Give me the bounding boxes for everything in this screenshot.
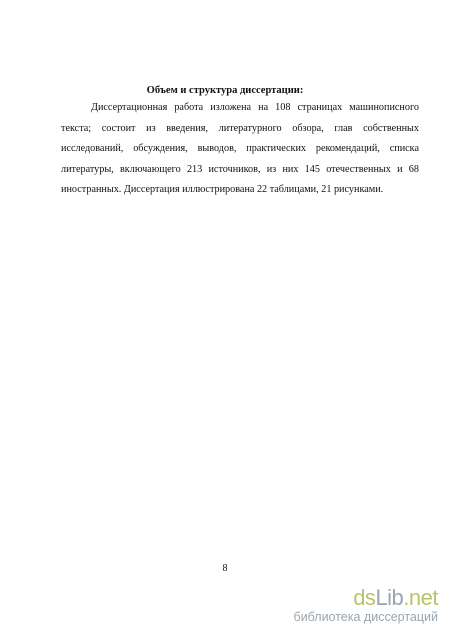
dslib-watermark (294, 586, 438, 625)
dslib-logo (294, 586, 438, 610)
paragraph-line: иностранных. Диссертация иллюстрирована 22 таблицами, 21 рисунками. (61, 184, 384, 195)
logo-net: .net (403, 585, 438, 610)
watermark-subtitle: библиотека диссертаций (293, 610, 438, 624)
paragraph-line: Диссертационная работа изложена на 108 страницах машинописного (91, 102, 419, 113)
page-number: 8 (222, 563, 228, 574)
paragraph-line: литературы, включающего 213 источников, из них 145 отечественных и 68 (61, 164, 419, 175)
paragraph-line: исследований, обсуждения, выводов, практических рекомендаций, списка (61, 143, 419, 154)
logo-lib: Lib (375, 585, 404, 610)
logo-ds: ds (353, 585, 376, 610)
paragraph-line: текста; состоит из введения, литературного обзора, глав собственных (61, 123, 419, 134)
section-heading: Объем и структура диссертации: (146, 85, 304, 96)
